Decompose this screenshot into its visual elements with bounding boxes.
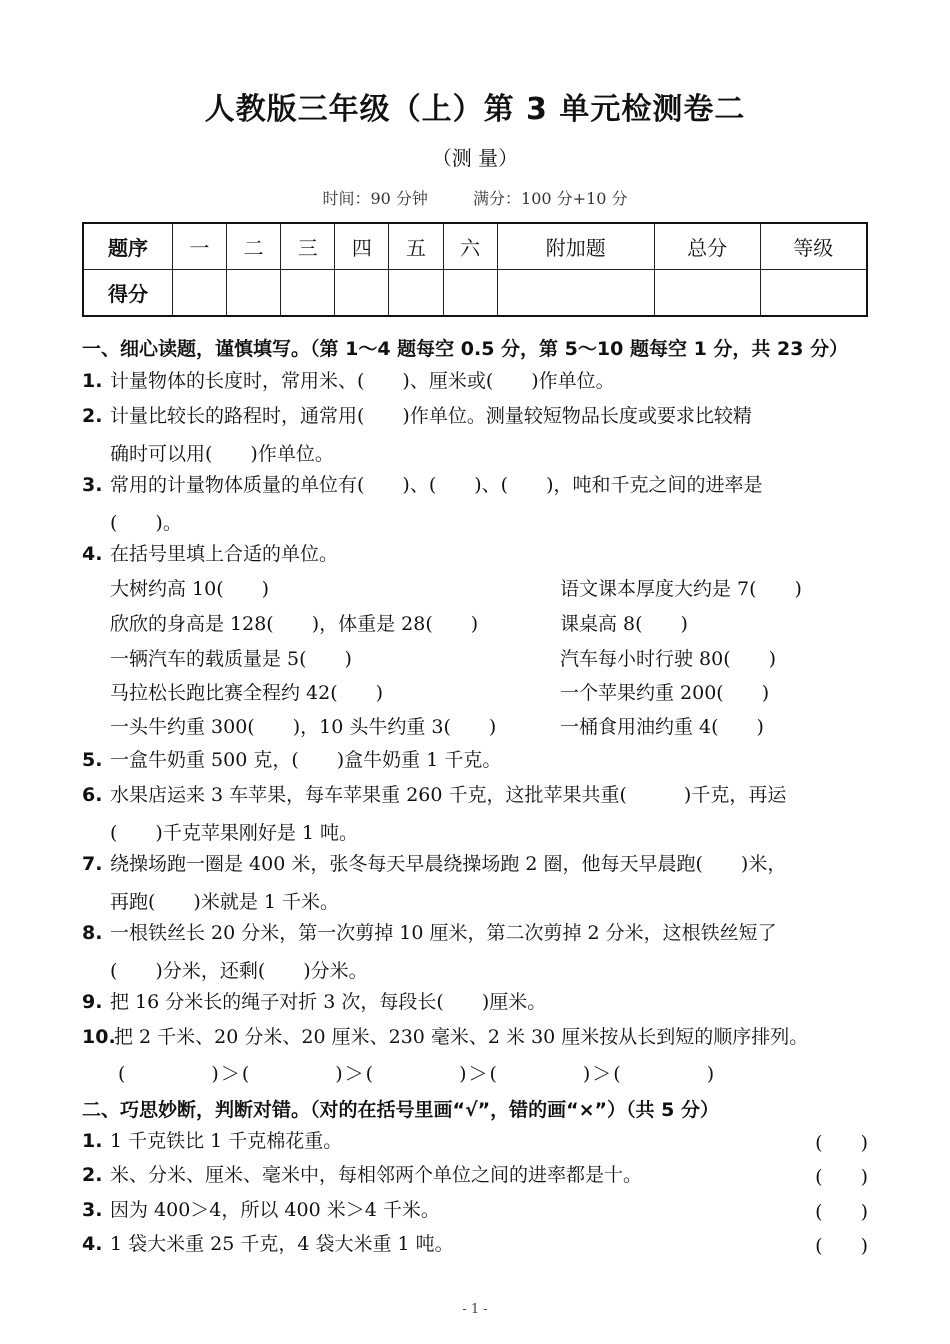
question-text: 常用的计量物体质量的单位有( )、( )、( )，吨和千克之间的进率是: [110, 474, 763, 496]
question-number: 1.: [82, 1130, 103, 1152]
unit-item: 一辆汽车的载质量是 5( ): [110, 648, 352, 670]
unit-item: 语文课本厚度大约是 7( ): [560, 578, 802, 600]
score-table-score-row: [83, 270, 867, 317]
question-6: [82, 778, 872, 812]
exam-meta: [0, 186, 950, 209]
unit-item: 课桌高 8( ): [560, 613, 688, 635]
time-limit: 时间：90 分钟: [322, 189, 428, 208]
question-number: 4.: [82, 1233, 103, 1255]
question-text: 水果店运来 3 车苹果，每车苹果重 260 千克，这批苹果共重( )千克，再运: [110, 784, 787, 806]
judge-answer-blank[interactable]: ( ): [815, 1166, 868, 1188]
question-1: [82, 364, 872, 398]
question-text: 计量物体的长度时，常用米、( )、厘米或( )作单位。: [110, 370, 615, 392]
judge-question-1: [82, 1124, 872, 1158]
question-8-continued: ( )分米，还剩( )分米。: [110, 960, 368, 982]
score-table-cell: 一: [173, 223, 227, 270]
question-6-continued: ( )千克苹果刚好是 1 吨。: [110, 822, 358, 844]
question-text: 1 千克铁比 1 千克棉花重。: [110, 1130, 343, 1152]
score-table-cell: 五: [389, 223, 443, 270]
question-10-ordering: ( )＞( )＞( )＞( )＞( ): [118, 1063, 717, 1085]
judge-answer-blank[interactable]: ( ): [815, 1235, 868, 1257]
score-entry-cell[interactable]: [497, 270, 654, 317]
page-subtitle: （测 量）: [431, 146, 519, 170]
score-table-cell: 得分: [83, 270, 173, 317]
question-number: 4.: [82, 543, 103, 565]
score-table-header-row: [83, 223, 867, 270]
question-number: 3.: [82, 474, 103, 496]
question-number: 10.: [82, 1026, 116, 1048]
question-number: 1.: [82, 370, 103, 392]
score-entry-cell[interactable]: [281, 270, 335, 317]
question-text: 绕操场跑一圈是 400 米，张冬每天早晨绕操场跑 2 圈，他每天早晨跑( )米，: [110, 853, 787, 875]
score-table-cell: 等级: [760, 223, 867, 270]
question-text: 一根铁丝长 20 分米，第一次剪掉 10 厘米，第二次剪掉 2 分米，这根铁丝短了: [110, 922, 777, 944]
unit-item: 一个苹果约重 200( ): [560, 682, 770, 704]
question-5: [82, 743, 872, 777]
question-number: 8.: [82, 922, 103, 944]
judge-question-4: [82, 1227, 872, 1261]
score-entry-cell[interactable]: [227, 270, 281, 317]
question-7-continued: 再跑( )米就是 1 千米。: [110, 891, 339, 913]
question-2-continued: 确时可以用( )作单位。: [110, 443, 334, 465]
question-3: [82, 468, 872, 502]
score-table-cell: 六: [443, 223, 497, 270]
unit-item: 一桶食用油约重 4( ): [560, 716, 764, 738]
section1-heading: 一、细心读题，谨慎填写。（第 1～4 题每空 0.5 分，第 5～10 题每空 1 分，共 23 分）: [82, 338, 849, 360]
question-text: 米、分米、厘米、毫米中，每相邻两个单位之间的进率都是十。: [110, 1164, 643, 1186]
page-number: - 1 -: [462, 1302, 488, 1317]
score-entry-cell[interactable]: [654, 270, 760, 317]
question-text: 因为 400＞4，所以 400 米＞4 千米。: [110, 1199, 440, 1221]
score-table-cell: 附加题: [497, 223, 654, 270]
question-number: 2.: [82, 405, 103, 427]
full-score: 满分：100 分+10 分: [473, 189, 628, 208]
question-number: 5.: [82, 749, 103, 771]
question-number: 9.: [82, 991, 103, 1013]
question-text: 把 2 千米、20 分米、20 厘米、230 毫米、2 米 30 厘米按从长到短的顺序排列。: [114, 1026, 809, 1048]
judge-question-2: [82, 1158, 872, 1192]
unit-item: 马拉松长跑比赛全程约 42( ): [110, 682, 384, 704]
score-entry-cell[interactable]: [389, 270, 443, 317]
question-text: 一盒牛奶重 500 克，( )盒牛奶重 1 千克。: [110, 749, 502, 771]
question-text: 1 袋大米重 25 千克，4 袋大米重 1 吨。: [110, 1233, 454, 1255]
unit-item: 汽车每小时行驶 80( ): [560, 648, 777, 670]
unit-item: 一头牛约重 300( )，10 头牛约重 3( ): [110, 716, 497, 738]
score-entry-cell[interactable]: [443, 270, 497, 317]
score-table-cell: 四: [335, 223, 389, 270]
score-entry-cell[interactable]: [335, 270, 389, 317]
question-text: 计量比较长的路程时，通常用( )作单位。测量较短物品长度或要求比较精: [110, 405, 752, 427]
score-entry-cell[interactable]: [173, 270, 227, 317]
judge-answer-blank[interactable]: ( ): [815, 1201, 868, 1223]
score-table-cell: 总分: [654, 223, 760, 270]
score-entry-cell[interactable]: [760, 270, 867, 317]
question-number: 6.: [82, 784, 103, 806]
question-number: 2.: [82, 1164, 103, 1186]
question-10: [82, 1020, 872, 1054]
score-table-cell: 三: [281, 223, 335, 270]
question-text: 把 16 分米长的绳子对折 3 次，每段长( )厘米。: [110, 991, 547, 1013]
page-title: 人教版三年级（上）第 3 单元检测卷二: [204, 92, 746, 127]
unit-item: 欣欣的身高是 128( )，体重是 28( ): [110, 613, 479, 635]
question-9: [82, 985, 872, 1019]
score-table-cell: 二: [227, 223, 281, 270]
judge-question-3: [82, 1193, 872, 1227]
question-3-continued: ( )。: [110, 512, 182, 534]
question-text: 在括号里填上合适的单位。: [110, 543, 339, 565]
unit-item: 大树约高 10( ): [110, 578, 270, 600]
question-number: 3.: [82, 1199, 103, 1221]
score-table-cell: 题序: [83, 223, 173, 270]
question-7: [82, 847, 872, 881]
question-2: [82, 399, 872, 433]
question-8: [82, 916, 872, 950]
question-number: 7.: [82, 853, 103, 875]
question-4: [82, 537, 872, 571]
judge-answer-blank[interactable]: ( ): [815, 1132, 868, 1154]
score-table: [82, 222, 868, 317]
section2-heading: 二、巧思妙断，判断对错。（对的在括号里画“√”，错的画“×”）（共 5 分）: [82, 1099, 719, 1121]
